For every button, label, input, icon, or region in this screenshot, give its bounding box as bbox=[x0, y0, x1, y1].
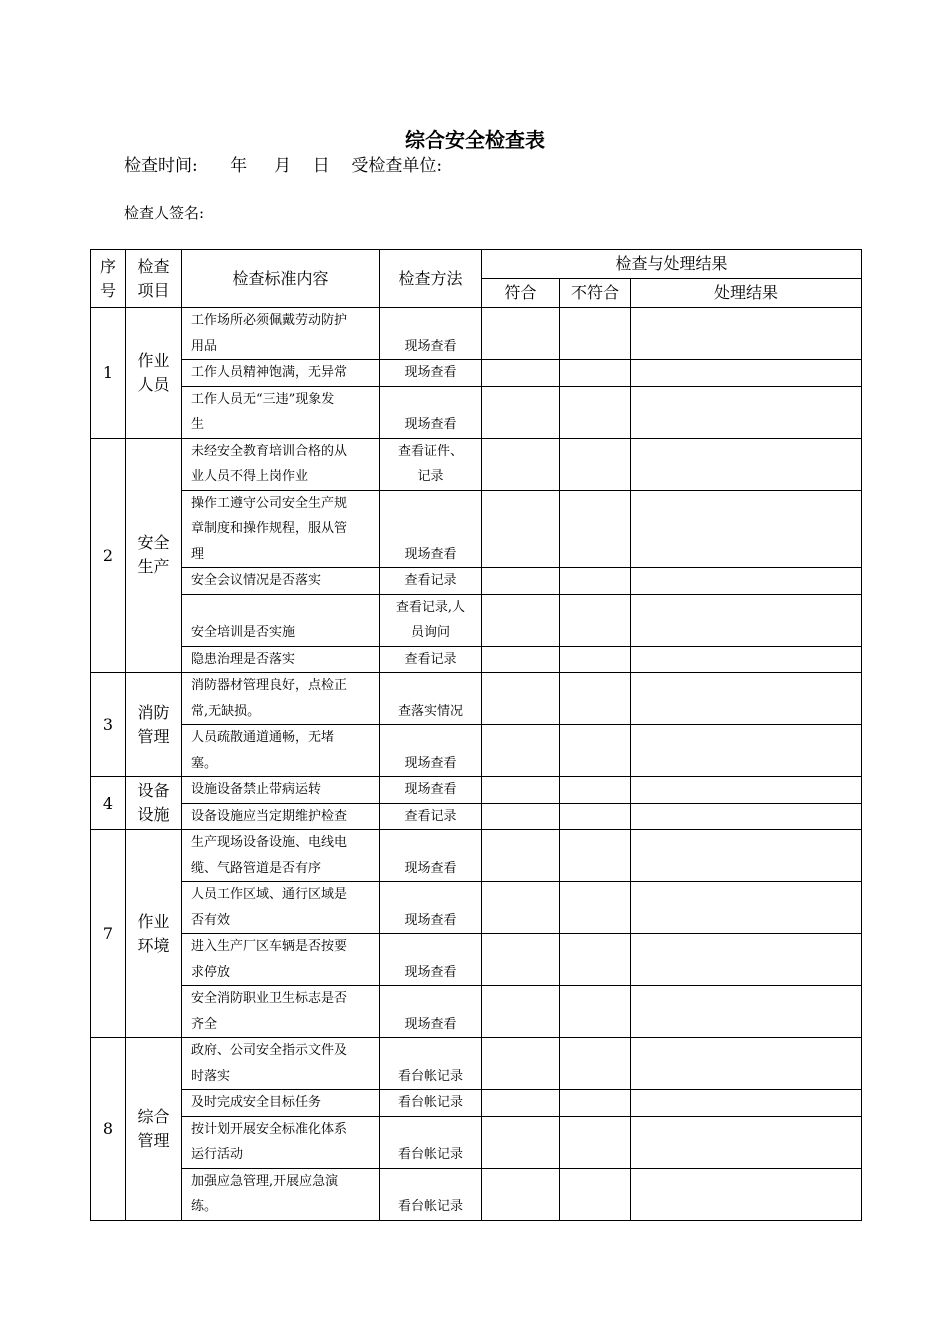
check-standard: 设备设施应当定期维护检查 bbox=[182, 803, 380, 830]
table-row bbox=[91, 803, 862, 830]
nonconform-cell[interactable] bbox=[560, 673, 631, 725]
conform-cell[interactable] bbox=[482, 308, 560, 360]
conform-cell[interactable] bbox=[482, 646, 560, 673]
table-row bbox=[91, 646, 862, 673]
row-category: 作业 环境 bbox=[126, 830, 182, 1038]
nonconform-cell[interactable] bbox=[560, 386, 631, 438]
check-standard: 进入生产厂区车辆是否按要 求停放 bbox=[182, 934, 380, 986]
table-row bbox=[91, 594, 862, 646]
table-row bbox=[91, 1090, 862, 1117]
check-standard: 及时完成安全目标任务 bbox=[182, 1090, 380, 1117]
check-standard: 加强应急管理,开展应急演 练。 bbox=[182, 1168, 380, 1220]
check-method: 看台帐记录 bbox=[380, 1090, 482, 1117]
conform-cell[interactable] bbox=[482, 1090, 560, 1117]
nonconform-cell[interactable] bbox=[560, 725, 631, 777]
check-method: 看台帐记录 bbox=[380, 1116, 482, 1168]
conform-cell[interactable] bbox=[482, 386, 560, 438]
nonconform-cell[interactable] bbox=[560, 360, 631, 387]
check-standard: 设施设备禁止带病运转 bbox=[182, 777, 380, 804]
handling-result-cell[interactable] bbox=[631, 438, 862, 490]
check-method: 现场查看 bbox=[380, 725, 482, 777]
conform-cell[interactable] bbox=[482, 490, 560, 568]
check-standard: 政府、公司安全指示文件及 时落实 bbox=[182, 1038, 380, 1090]
inspection-table bbox=[90, 249, 862, 1221]
table-row bbox=[91, 568, 862, 595]
nonconform-cell[interactable] bbox=[560, 803, 631, 830]
table-row bbox=[91, 725, 862, 777]
check-method: 查看证件、 记录 bbox=[380, 438, 482, 490]
table-body bbox=[91, 308, 862, 1221]
table-row bbox=[91, 1116, 862, 1168]
handling-result-cell[interactable] bbox=[631, 360, 862, 387]
check-standard: 隐患治理是否落实 bbox=[182, 646, 380, 673]
check-standard: 工作人员精神饱满，无异常 bbox=[182, 360, 380, 387]
handling-result-cell[interactable] bbox=[631, 646, 862, 673]
nonconform-cell[interactable] bbox=[560, 1090, 631, 1117]
check-standard: 人员疏散通道通畅，无堵 塞。 bbox=[182, 725, 380, 777]
conform-cell[interactable] bbox=[482, 360, 560, 387]
table-row bbox=[91, 830, 862, 882]
row-seq: 8 bbox=[91, 1038, 126, 1221]
conform-cell[interactable] bbox=[482, 1116, 560, 1168]
table-row bbox=[91, 490, 862, 568]
nonconform-cell[interactable] bbox=[560, 438, 631, 490]
check-standard: 安全培训是否实施 bbox=[182, 594, 380, 646]
header-result-group: 检查与处理结果 bbox=[482, 250, 862, 279]
table-row bbox=[91, 308, 862, 360]
document-title: 综合安全检查表 bbox=[405, 128, 545, 152]
check-standard: 安全会议情况是否落实 bbox=[182, 568, 380, 595]
nonconform-cell[interactable] bbox=[560, 308, 631, 360]
check-standard: 安全消防职业卫生标志是否 齐全 bbox=[182, 986, 380, 1038]
header-seq: 序 号 bbox=[91, 250, 126, 308]
handling-result-cell[interactable] bbox=[631, 882, 862, 934]
row-category: 综合 管理 bbox=[126, 1038, 182, 1221]
conform-cell[interactable] bbox=[482, 882, 560, 934]
row-seq: 7 bbox=[91, 830, 126, 1038]
handling-result-cell[interactable] bbox=[631, 777, 862, 804]
check-method: 现场查看 bbox=[380, 934, 482, 986]
check-method: 现场查看 bbox=[380, 777, 482, 804]
conform-cell[interactable] bbox=[482, 568, 560, 595]
nonconform-cell[interactable] bbox=[560, 1168, 631, 1220]
check-standard: 按计划开展安全标准化体系 运行活动 bbox=[182, 1116, 380, 1168]
nonconform-cell[interactable] bbox=[560, 934, 631, 986]
conform-cell[interactable] bbox=[482, 594, 560, 646]
check-method: 查看记录,人 员询问 bbox=[380, 594, 482, 646]
table-row bbox=[91, 1038, 862, 1090]
table-row bbox=[91, 934, 862, 986]
check-standard: 未经安全教育培训合格的从 业人员不得上岗作业 bbox=[182, 438, 380, 490]
nonconform-cell[interactable] bbox=[560, 777, 631, 804]
check-method: 现场查看 bbox=[380, 490, 482, 568]
check-method: 查落实情况 bbox=[380, 673, 482, 725]
handling-result-cell[interactable] bbox=[631, 934, 862, 986]
check-standard: 工作场所必须佩戴劳动防护 用品 bbox=[182, 308, 380, 360]
handling-result-cell[interactable] bbox=[631, 490, 862, 568]
conform-cell[interactable] bbox=[482, 673, 560, 725]
nonconform-cell[interactable] bbox=[560, 490, 631, 568]
handling-result-cell[interactable] bbox=[631, 308, 862, 360]
nonconform-cell[interactable] bbox=[560, 882, 631, 934]
table-row bbox=[91, 1168, 862, 1220]
check-standard: 消防器材管理良好，点检正 常,无缺损。 bbox=[182, 673, 380, 725]
check-method: 现场查看 bbox=[380, 986, 482, 1038]
header-standard: 检查标准内容 bbox=[182, 250, 380, 308]
conform-cell[interactable] bbox=[482, 1038, 560, 1090]
row-category: 消防 管理 bbox=[126, 673, 182, 777]
check-method: 查看记录 bbox=[380, 803, 482, 830]
row-category: 安全 生产 bbox=[126, 438, 182, 673]
conform-cell[interactable] bbox=[482, 725, 560, 777]
check-method: 查看记录 bbox=[380, 646, 482, 673]
handling-result-cell[interactable] bbox=[631, 386, 862, 438]
table-row bbox=[91, 777, 862, 804]
check-standard: 生产现场设备设施、电线电 缆、气路管道是否有序 bbox=[182, 830, 380, 882]
handling-result-cell[interactable] bbox=[631, 568, 862, 595]
handling-result-cell[interactable] bbox=[631, 803, 862, 830]
check-method: 现场查看 bbox=[380, 882, 482, 934]
table-row bbox=[91, 673, 862, 725]
handling-result-cell[interactable] bbox=[631, 673, 862, 725]
row-seq: 1 bbox=[91, 308, 126, 439]
check-method: 现场查看 bbox=[380, 830, 482, 882]
row-seq: 2 bbox=[91, 438, 126, 673]
header-handling: 处理结果 bbox=[631, 279, 862, 308]
row-category: 设备 设施 bbox=[126, 777, 182, 830]
check-method: 看台帐记录 bbox=[380, 1168, 482, 1220]
handling-result-cell[interactable] bbox=[631, 1090, 862, 1117]
table-row bbox=[91, 438, 862, 490]
table-row bbox=[91, 360, 862, 387]
row-seq: 3 bbox=[91, 673, 126, 777]
handling-result-cell[interactable] bbox=[631, 725, 862, 777]
check-method: 查看记录 bbox=[380, 568, 482, 595]
header-item: 检查 项目 bbox=[126, 250, 182, 308]
check-method: 现场查看 bbox=[380, 386, 482, 438]
nonconform-cell[interactable] bbox=[560, 1038, 631, 1090]
nonconform-cell[interactable] bbox=[560, 986, 631, 1038]
row-category: 作业 人员 bbox=[126, 308, 182, 439]
header-conform: 符合 bbox=[482, 279, 560, 308]
conform-cell[interactable] bbox=[482, 986, 560, 1038]
handling-result-cell[interactable] bbox=[631, 1116, 862, 1168]
conform-cell[interactable] bbox=[482, 777, 560, 804]
check-standard: 操作工遵守公司安全生产规 章制度和操作规程，服从管 理 bbox=[182, 490, 380, 568]
conform-cell[interactable] bbox=[482, 438, 560, 490]
check-method: 现场查看 bbox=[380, 308, 482, 360]
handling-result-cell[interactable] bbox=[631, 1038, 862, 1090]
check-standard: 人员工作区域、通行区域是 否有效 bbox=[182, 882, 380, 934]
conform-cell[interactable] bbox=[482, 1168, 560, 1220]
header-nonconform: 不符合 bbox=[560, 279, 631, 308]
nonconform-cell[interactable] bbox=[560, 594, 631, 646]
row-seq: 4 bbox=[91, 777, 126, 830]
handling-result-cell[interactable] bbox=[631, 594, 862, 646]
check-method: 现场查看 bbox=[380, 360, 482, 387]
conform-cell[interactable] bbox=[482, 803, 560, 830]
nonconform-cell[interactable] bbox=[560, 568, 631, 595]
handling-result-cell[interactable] bbox=[631, 986, 862, 1038]
handling-result-cell[interactable] bbox=[631, 830, 862, 882]
table-row bbox=[91, 882, 862, 934]
inspector-signature-line: 检查人签名: bbox=[124, 204, 205, 222]
conform-cell[interactable] bbox=[482, 934, 560, 986]
table-row bbox=[91, 386, 862, 438]
check-method: 看台帐记录 bbox=[380, 1038, 482, 1090]
nonconform-cell[interactable] bbox=[560, 646, 631, 673]
check-standard: 工作人员无“三违”现象发 生 bbox=[182, 386, 380, 438]
header-method: 检查方法 bbox=[380, 250, 482, 308]
handling-result-cell[interactable] bbox=[631, 1168, 862, 1220]
nonconform-cell[interactable] bbox=[560, 830, 631, 882]
inspection-meta-line: 检查时间: 年 月 日 受检查单位: bbox=[124, 156, 443, 176]
table-row bbox=[91, 986, 862, 1038]
conform-cell[interactable] bbox=[482, 830, 560, 882]
nonconform-cell[interactable] bbox=[560, 1116, 631, 1168]
